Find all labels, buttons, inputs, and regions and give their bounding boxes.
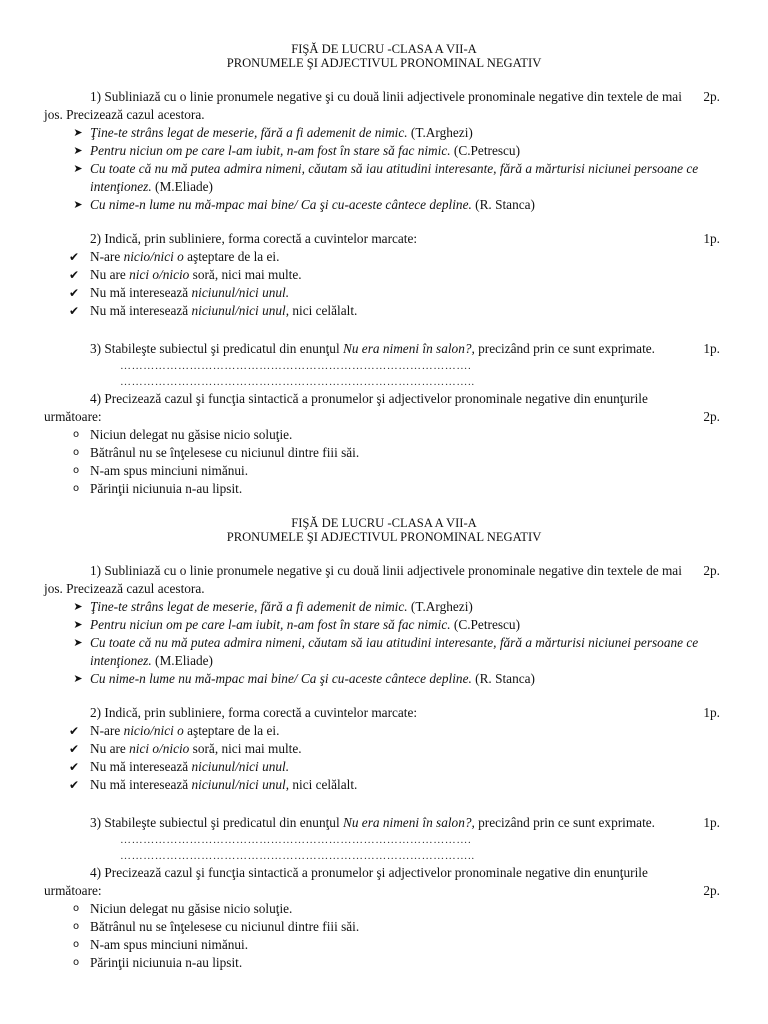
checkmark-bullet-icon: ✔	[68, 724, 80, 738]
circle-bullet-icon: o	[72, 447, 80, 458]
circle-bullet-icon: o	[72, 921, 80, 932]
arrowhead-bullet-icon: ➤	[73, 162, 83, 175]
exercise-2-items	[0, 248, 768, 320]
exercise-3-points: 1p.	[703, 341, 720, 356]
exercise-1-text: 1) Subliniază cu o linie pronumele negative şi cu două linii adjectivele pronominale negative din textele de mai jos. Precizează cazul acestora.	[44, 563, 682, 596]
arrowhead-bullet-icon: ➤	[73, 198, 83, 211]
title-line-1: FIŞĂ DE LUCRU -CLASA A VII-A	[291, 42, 477, 56]
circle-bullet-icon: o	[72, 903, 80, 914]
list-item: ➤ Ţine-te strâns legat de meserie, fără a fi ademenit de nimic. (T.Arghezi)	[0, 598, 768, 616]
exercise-1	[0, 88, 768, 124]
exercise-3	[0, 340, 768, 358]
list-item: o N-am spus minciuni nimănui.	[0, 462, 768, 480]
list-item: o Niciun delegat nu găsise nicio soluţie.	[0, 426, 768, 444]
exercise-3-text: 3) Stabileşte subiectul şi predicatul din enunţul Nu era nimeni în salon?, precizând prin ce sunt exprimate.	[90, 341, 655, 356]
arrowhead-bullet-icon: ➤	[73, 126, 83, 139]
list-item: o Părinţii niciunuia n-au lipsit.	[0, 480, 768, 498]
arrowhead-bullet-icon: ➤	[73, 672, 83, 685]
exercise-4-points: 2p.	[703, 409, 720, 424]
list-item: o Bătrânul nu se înţelesese cu niciunul dintre fiii săi.	[0, 444, 768, 462]
list-item: ➤ Cu toate că nu mă putea admira nimeni, căutam să iau atitudini interesante, fără a mărturisi niciunei persoane ce intenţionez. (M.Eliade)	[0, 160, 768, 196]
list-item: ✔ N-are nicio/nici o aşteptare de la ei.	[0, 248, 768, 266]
title-line-2: PRONUMELE ŞI ADJECTIVUL PRONOMINAL NEGATIV	[226, 56, 542, 70]
exercise-1-points: 2p.	[703, 563, 720, 578]
exercise-2-points: 1p.	[703, 705, 720, 720]
exercise-4-text: 4) Precizează cazul şi funcţia sintactică a pronumelor şi adjectivelor pronominale negative din enunţurile următoare:	[44, 391, 648, 424]
worksheet-title	[0, 516, 768, 544]
list-item: ➤ Cu nime-n lume nu mă-mpac mai bine/ Ca şi cu-aceste cântece depline. (R. Stanca)	[0, 670, 768, 688]
circle-bullet-icon: o	[72, 957, 80, 968]
title-line-1: FIŞĂ DE LUCRU -CLASA A VII-A	[291, 516, 477, 530]
exercise-1-quotes	[0, 124, 768, 214]
arrowhead-bullet-icon: ➤	[73, 636, 83, 649]
list-item: ✔ Nu mă interesează niciunul/nici unul, nici celălalt.	[0, 776, 768, 794]
list-item: o Părinţii niciunuia n-au lipsit.	[0, 954, 768, 972]
exercise-2-items	[0, 722, 768, 794]
exercise-1-points: 2p.	[703, 89, 720, 104]
title-line-2: PRONUMELE ŞI ADJECTIVUL PRONOMINAL NEGATIV	[226, 530, 542, 544]
exercise-4	[0, 864, 768, 900]
list-item: o Niciun delegat nu găsise nicio soluţie.	[0, 900, 768, 918]
exercise-4-text: 4) Precizează cazul şi funcţia sintactică a pronumelor şi adjectivelor pronominale negative din enunţurile următoare:	[44, 865, 648, 898]
list-item: ➤ Ţine-te strâns legat de meserie, fără a fi ademenit de nimic. (T.Arghezi)	[0, 124, 768, 142]
answer-line-2[interactable]: ………………………………………………………………………………..	[120, 850, 475, 862]
exercise-4-items	[0, 426, 768, 498]
arrowhead-bullet-icon: ➤	[73, 144, 83, 157]
checkmark-bullet-icon: ✔	[68, 760, 80, 774]
exercise-4	[0, 390, 768, 426]
answer-line-1[interactable]: ……………………………………………………………………………….	[120, 834, 472, 846]
answer-line-1[interactable]: ……………………………………………………………………………….	[120, 360, 472, 372]
exercise-3-text: 3) Stabileşte subiectul şi predicatul din enunţul Nu era nimeni în salon?, precizând prin ce sunt exprimate.	[90, 815, 655, 830]
list-item: o Bătrânul nu se înţelesese cu niciunul dintre fiii săi.	[0, 918, 768, 936]
exercise-2	[0, 230, 768, 248]
list-item: ✔ N-are nicio/nici o aşteptare de la ei.	[0, 722, 768, 740]
exercise-1-quotes	[0, 598, 768, 688]
exercise-3-points: 1p.	[703, 815, 720, 830]
checkmark-bullet-icon: ✔	[68, 778, 80, 792]
exercise-1	[0, 562, 768, 598]
list-item: ➤ Pentru niciun om pe care l-am iubit, n-am fost în stare să fac nimic. (C.Petrescu)	[0, 142, 768, 160]
exercise-1-text: 1) Subliniază cu o linie pronumele negative şi cu două linii adjectivele pronominale negative din textele de mai jos. Precizează cazul acestora.	[44, 89, 682, 122]
list-item: ✔ Nu are nici o/nicio soră, nici mai multe.	[0, 740, 768, 758]
list-item: ➤ Pentru niciun om pe care l-am iubit, n-am fost în stare să fac nimic. (C.Petrescu)	[0, 616, 768, 634]
checkmark-bullet-icon: ✔	[68, 304, 80, 318]
arrowhead-bullet-icon: ➤	[73, 618, 83, 631]
checkmark-bullet-icon: ✔	[68, 742, 80, 756]
list-item: ✔ Nu mă interesează niciunul/nici unul, nici celălalt.	[0, 302, 768, 320]
list-item: ✔ Nu mă interesează niciunul/nici unul.	[0, 284, 768, 302]
list-item: ➤ Cu nime-n lume nu mă-mpac mai bine/ Ca şi cu-aceste cântece depline. (R. Stanca)	[0, 196, 768, 214]
arrowhead-bullet-icon: ➤	[73, 600, 83, 613]
circle-bullet-icon: o	[72, 429, 80, 440]
list-item: ➤ Cu toate că nu mă putea admira nimeni, căutam să iau atitudini interesante, fără a mărturisi niciunei persoane ce intenţionez. (M.Eliade)	[0, 634, 768, 670]
worksheet-copy-1	[0, 42, 768, 498]
exercise-2-points: 1p.	[703, 231, 720, 246]
list-item: ✔ Nu are nici o/nicio soră, nici mai multe.	[0, 266, 768, 284]
exercise-2-text: 2) Indică, prin subliniere, forma corectă a cuvintelor marcate:	[90, 705, 418, 720]
circle-bullet-icon: o	[72, 483, 80, 494]
checkmark-bullet-icon: ✔	[68, 268, 80, 282]
checkmark-bullet-icon: ✔	[68, 286, 80, 300]
worksheet-title	[0, 42, 768, 70]
exercise-4-points: 2p.	[703, 883, 720, 898]
answer-line-2[interactable]: ………………………………………………………………………………..	[120, 376, 475, 388]
exercise-2	[0, 704, 768, 722]
circle-bullet-icon: o	[72, 939, 80, 950]
exercise-3	[0, 814, 768, 832]
list-item: ✔ Nu mă interesează niciunul/nici unul.	[0, 758, 768, 776]
checkmark-bullet-icon: ✔	[68, 250, 80, 264]
worksheet-copy-2	[0, 516, 768, 972]
list-item: o N-am spus minciuni nimănui.	[0, 936, 768, 954]
exercise-4-items	[0, 900, 768, 972]
circle-bullet-icon: o	[72, 465, 80, 476]
exercise-2-text: 2) Indică, prin subliniere, forma corectă a cuvintelor marcate:	[90, 231, 418, 246]
